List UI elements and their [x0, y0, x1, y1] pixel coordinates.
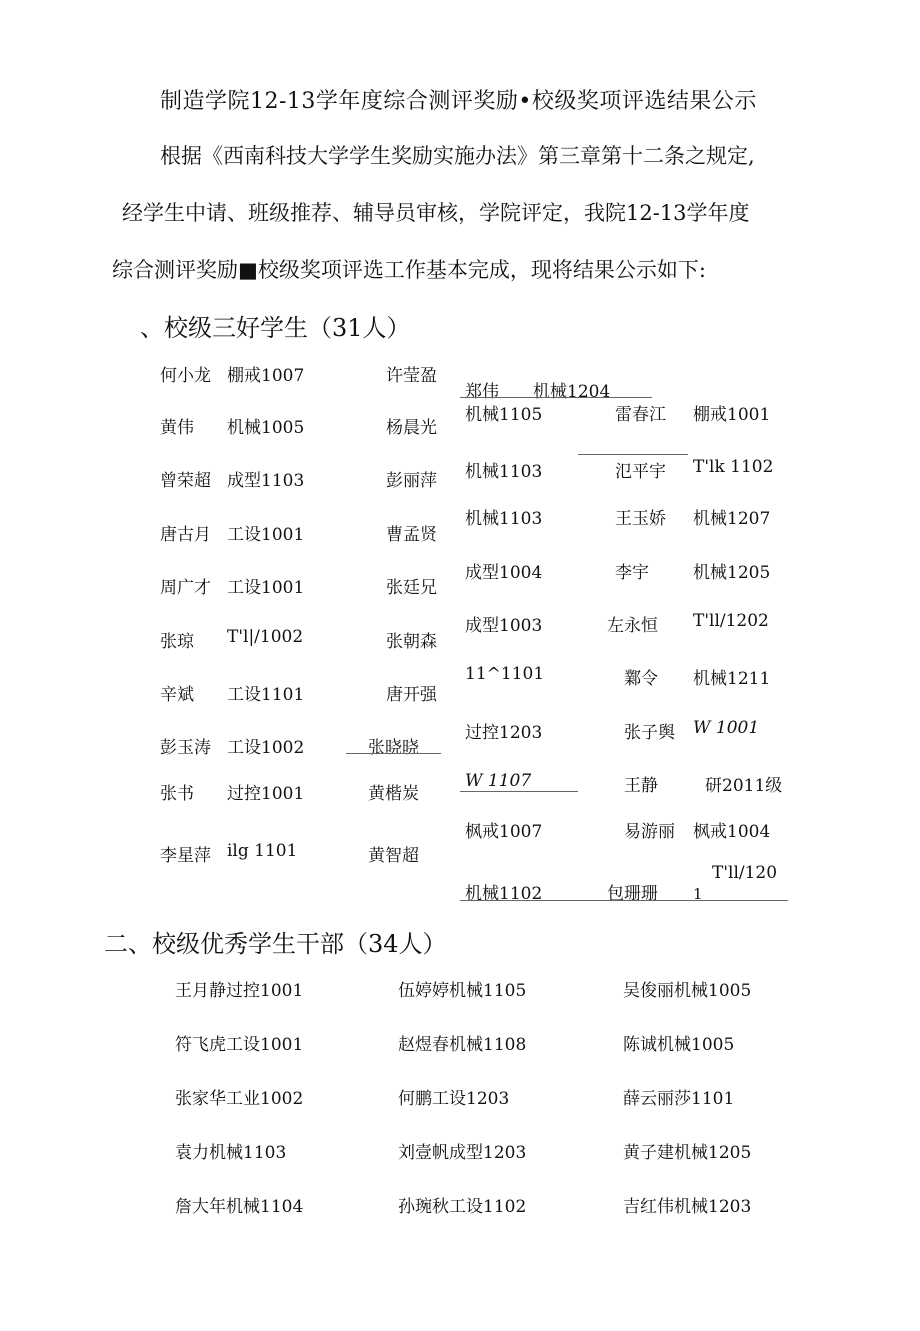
list-item-class: 枫戒1004: [693, 822, 771, 842]
list-item-name: 辛斌: [160, 685, 194, 705]
list-item-class: T'll/1202: [693, 611, 769, 631]
list-item-name: 杨晨光: [386, 418, 437, 438]
list-item-class: 过控1001: [227, 784, 305, 804]
list-item-class: 机械1103: [465, 509, 543, 529]
list-item: 伍婷婷机械1105: [398, 981, 527, 1001]
list-item: 王月静过控1001: [175, 981, 304, 1001]
list-item-name: 易游丽: [624, 822, 675, 842]
page-title: 制造学院12-13学年度综合测评奖励•校级奖项评选结果公示: [160, 89, 757, 114]
list-item-class: 机械1103: [465, 462, 543, 482]
list-item-name: 何小龙: [160, 366, 211, 386]
list-item-class: W 1001: [693, 718, 760, 738]
list-item-name: 氾平宇: [615, 462, 666, 482]
list-item-name: 许莹盈: [386, 366, 437, 386]
list-item-class: 工设1001: [227, 525, 305, 545]
list-item-name: 彭玉涛: [160, 738, 211, 758]
list-item-class: 11^1101: [465, 664, 545, 684]
list-item-name: 李宇: [615, 563, 649, 583]
list-item: 薛云丽莎1101: [623, 1089, 735, 1109]
list-item: 刘壹帆成型1203: [398, 1143, 527, 1163]
list-item-class: 枫戒1007: [465, 822, 543, 842]
list-item-name: 鄴令: [624, 669, 658, 689]
list-item-name: 彭丽萍: [386, 471, 437, 491]
list-item-class: 研2011级: [705, 776, 783, 796]
list-item-class: 机械1207: [693, 509, 771, 529]
list-item: 吴俊丽机械1005: [623, 981, 752, 1001]
list-item-class: 棚戒1001: [693, 405, 771, 425]
list-item: 何鹏工设1203: [398, 1089, 510, 1109]
list-item-name: 张书: [160, 784, 194, 804]
list-item-name: 周广才: [160, 578, 211, 598]
intro-line-3: 综合测评奖励■校级奖项评选工作基本完成，现将结果公示如下:: [112, 258, 706, 282]
section1-heading: 、校级三好学生（31人）: [140, 314, 411, 342]
rule-line: [460, 791, 578, 792]
list-item-class: 棚戒1007: [227, 366, 305, 386]
rule-line: [460, 900, 788, 901]
list-item-class-suffix: 1: [693, 885, 703, 903]
list-item: 符飞虎工设1001: [175, 1035, 304, 1055]
list-item: 黄子建机械1205: [623, 1143, 752, 1163]
list-item-class: ilg 1101: [227, 841, 298, 861]
list-item-name: 张晓晓: [368, 738, 419, 758]
list-item-name: 黄楷炭: [368, 784, 419, 804]
list-item: 赵煜春机械1108: [398, 1035, 527, 1055]
list-item-name: 张朝森: [386, 632, 437, 652]
list-item-name: 郑伟: [465, 382, 499, 402]
list-item-name: 王静: [624, 776, 658, 796]
list-item-class: 成型1103: [227, 471, 305, 491]
list-item-name: 包珊珊: [607, 884, 658, 904]
list-item-class: 机械1211: [693, 669, 771, 689]
intro-line-1: 根据《西南科技大学学生奖励实施办法》第三章第十二条之规定,: [160, 144, 755, 168]
list-item-name: 李星萍: [160, 846, 211, 866]
list-item: 吉红伟机械1203: [623, 1197, 752, 1217]
list-item-name: 曹孟贤: [386, 525, 437, 545]
list-item-class: T'l|/1002: [227, 627, 304, 647]
list-item: 孙琬秋工设1102: [398, 1197, 527, 1217]
list-item-class: 机械1102: [465, 884, 543, 904]
list-item: 詹大年机械1104: [175, 1197, 304, 1217]
list-item-name: 张廷兄: [386, 578, 437, 598]
list-item: 张家华工业1002: [175, 1089, 304, 1109]
list-item-name: 唐古月: [160, 525, 211, 545]
list-item-class: 工设1101: [227, 685, 305, 705]
list-item-name: 黄伟: [160, 418, 194, 438]
list-item-name: 王玉娇: [615, 509, 666, 529]
list-item-name: 雷春江: [615, 405, 666, 425]
list-item: 袁力机械1103: [175, 1143, 287, 1163]
rule-line: [460, 397, 652, 398]
rule-line: [578, 454, 688, 455]
list-item-class: T'lk 1102: [693, 457, 774, 477]
list-item-name: 张子舆: [624, 723, 675, 743]
section2-heading: 二、校级优秀学生干部（34人）: [104, 930, 447, 958]
list-item-class: 机械1204: [533, 382, 611, 402]
intro-line-2: 经学生中请、班级推荐、辅导员审核，学院评定，我院12-13学年度: [122, 201, 750, 225]
list-item-class: T'll/120: [712, 863, 778, 883]
list-item: 陈诚机械1005: [623, 1035, 735, 1055]
list-item-name: 黄智超: [368, 846, 419, 866]
rule-line: [346, 753, 441, 754]
list-item-name: 唐开强: [386, 685, 437, 705]
list-item-class: 工设1002: [227, 738, 305, 758]
list-item-class: W 1107: [465, 771, 532, 791]
list-item-name: 曾荣超: [160, 471, 211, 491]
list-item-class: 机械1205: [693, 563, 771, 583]
list-item-class: 成型1004: [465, 563, 543, 583]
list-item-class: 工设1001: [227, 578, 305, 598]
list-item-name: 张琼: [160, 632, 194, 652]
list-item-class: 过控1203: [465, 723, 543, 743]
list-item-class: 成型1003: [465, 616, 543, 636]
list-item-class: 机械1005: [227, 418, 305, 438]
list-item-class: 机械1105: [465, 405, 543, 425]
list-item-name: 左永恒: [607, 616, 658, 636]
